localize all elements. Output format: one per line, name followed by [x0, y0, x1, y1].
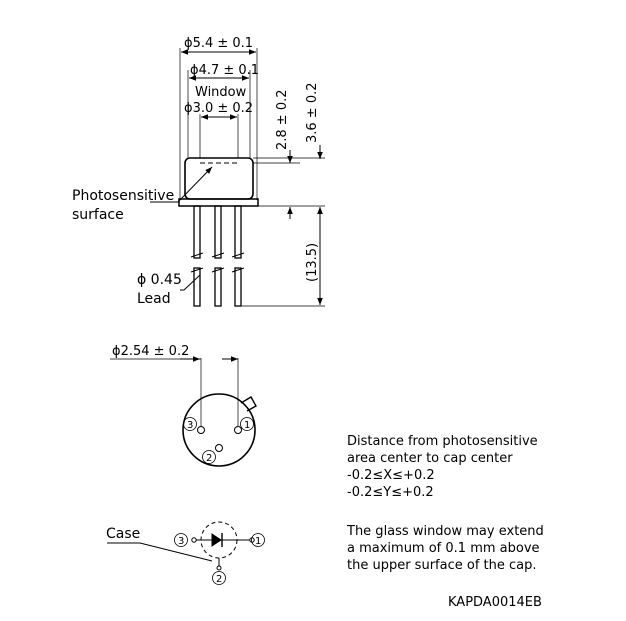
- window-diameter-text: ϕ3.0 ± 0.2: [184, 101, 254, 116]
- lead: [194, 268, 200, 306]
- lead-length-text: (13.5): [305, 242, 320, 282]
- lead: [194, 206, 200, 258]
- photosensitive-label: Photosensitive: [72, 188, 175, 204]
- lead-label: Lead: [137, 291, 171, 307]
- outer-diameter-text: ϕ5.4 ± 0.1: [184, 36, 254, 51]
- pin-pitch-text: ϕ2.54 ± 0.2: [112, 344, 190, 359]
- lead: [235, 268, 241, 306]
- y-tolerance: -0.2≤Y≤+0.2: [347, 485, 434, 500]
- pin-hole: [198, 427, 205, 434]
- lead: [215, 206, 221, 258]
- pin-label-3: 3: [187, 420, 194, 431]
- window-note-line: a maximum of 0.1 mm above: [347, 541, 540, 556]
- pin-label-1: 1: [244, 420, 251, 431]
- window-note-line: The glass window may extend: [347, 524, 544, 539]
- schematic-pin-1: 1: [255, 536, 262, 547]
- case-leader: [107, 543, 212, 561]
- lead: [215, 268, 221, 306]
- distance-note: [347, 433, 538, 501]
- x-tolerance: -0.2≤X≤+0.2: [347, 468, 435, 483]
- cap-height-text: 3.6 ± 0.2: [305, 82, 320, 143]
- distance-note-line: Distance from photosensitive: [347, 434, 538, 449]
- case-label: Case: [106, 526, 141, 542]
- lead-diameter-text: ϕ 0.45: [137, 272, 182, 288]
- flange: [179, 199, 258, 206]
- pin-hole: [235, 427, 242, 434]
- distance-note-line: area center to cap center: [347, 451, 513, 466]
- photodiode-symbol: [212, 534, 221, 546]
- schematic-pin-2: 2: [216, 574, 223, 585]
- schematic-pin-3: 3: [178, 536, 185, 547]
- window-label: Window: [195, 85, 247, 100]
- pin-hole: [216, 445, 223, 452]
- bottom-view: [110, 358, 256, 466]
- photosensitive-label-2: surface: [72, 207, 124, 223]
- pin-label-2: 2: [206, 453, 213, 464]
- cap: [185, 158, 253, 199]
- window-note: [347, 523, 544, 574]
- surface-height-text: 2.8 ± 0.2: [275, 89, 290, 150]
- lead: [235, 206, 241, 258]
- inner-diameter-text: ϕ4.7 ± 0.1: [190, 63, 260, 78]
- lead-leader: [180, 275, 200, 290]
- window-note-line: the upper surface of the cap.: [347, 558, 537, 573]
- drawing-code: KAPDA0014EB: [448, 595, 542, 610]
